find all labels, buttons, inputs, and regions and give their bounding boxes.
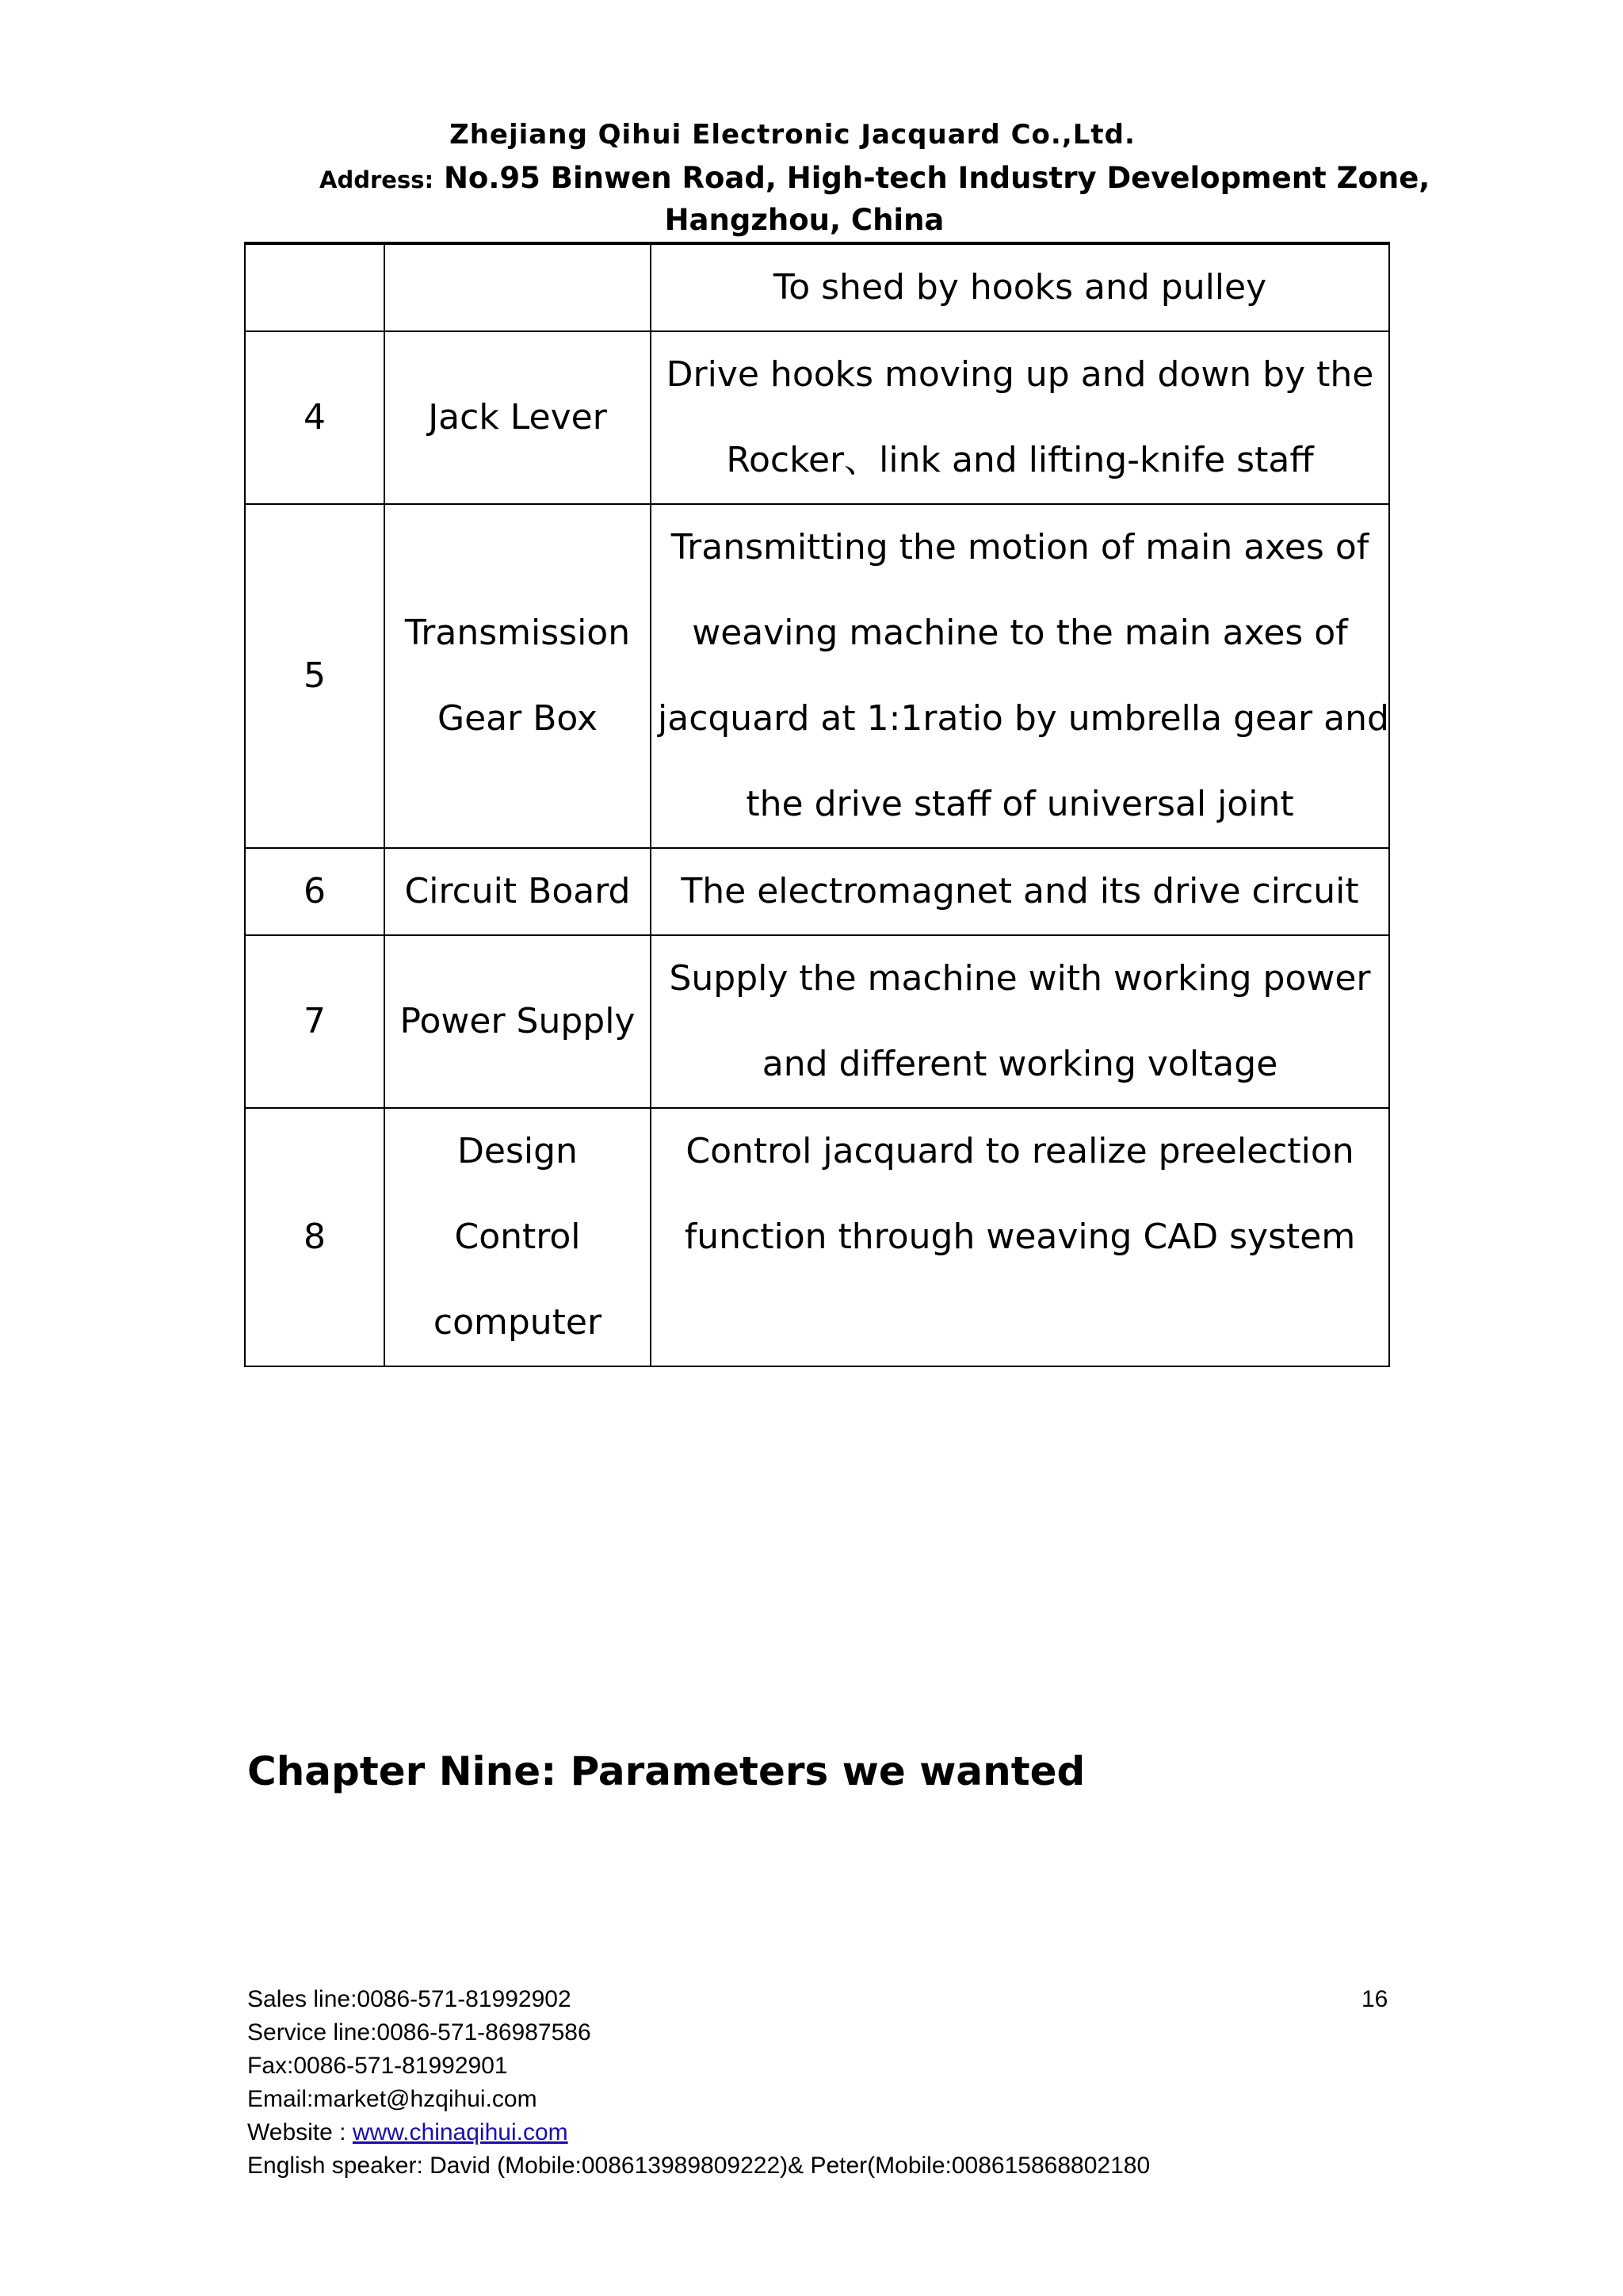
row-number: 8 bbox=[245, 1108, 384, 1366]
website-label: Website : bbox=[247, 2119, 353, 2145]
name-line: Design bbox=[457, 1131, 578, 1171]
address-text: No.95 Binwen Road, High-tech Industry Development Zone, bbox=[443, 161, 1430, 195]
component-name bbox=[384, 1108, 651, 1366]
description-line: jacquard at 1:1ratio by umbrella gear and bbox=[658, 698, 1389, 739]
description-line: To shed by hooks and pulley bbox=[773, 267, 1267, 308]
description-line: Supply the machine with working power bbox=[669, 958, 1371, 999]
description-line: Rocker、link and lifting-knife staff bbox=[726, 440, 1314, 480]
chapter-heading: Chapter Nine: Parameters we wanted bbox=[247, 1748, 1086, 1794]
sales-line: Sales line:0086-571-81992902 bbox=[247, 1986, 571, 2012]
description-line: The electromagnet and its drive circuit bbox=[681, 871, 1359, 911]
components-table bbox=[244, 243, 1390, 1367]
fax-line: Fax:0086-571-81992901 bbox=[247, 2053, 508, 2079]
row-number: 7 bbox=[245, 935, 384, 1108]
company-city: Hangzhou, China bbox=[664, 203, 945, 237]
table-row bbox=[245, 848, 1389, 935]
service-line: Service line:0086-571-86987586 bbox=[247, 2019, 591, 2046]
english-speaker-line: English speaker: David (Mobile:008613989809222)& Peter(Mobile:008615868802180 bbox=[247, 2153, 1151, 2179]
component-description bbox=[651, 848, 1389, 935]
component-description bbox=[651, 1108, 1389, 1366]
name-line: Transmission bbox=[404, 613, 631, 653]
website-link[interactable]: www.chinaqihui.com bbox=[352, 2119, 568, 2145]
description-line: weaving machine to the main axes of bbox=[692, 613, 1348, 653]
description-line: and different working voltage bbox=[762, 1044, 1278, 1084]
description-line: function through weaving CAD system bbox=[684, 1217, 1356, 1257]
page-footer bbox=[247, 1983, 1150, 2183]
component-name bbox=[384, 244, 651, 331]
name-line: computer bbox=[433, 1302, 602, 1343]
component-name bbox=[384, 504, 651, 848]
component-description bbox=[651, 504, 1389, 848]
component-description bbox=[651, 331, 1389, 504]
row-number: 4 bbox=[245, 331, 384, 504]
component-name bbox=[384, 848, 651, 935]
name-line: Power Supply bbox=[399, 1001, 636, 1041]
name-line: Gear Box bbox=[437, 698, 598, 739]
company-name: Zhejiang Qihui Electronic Jacquard Co.,Ltd. bbox=[449, 119, 1136, 151]
description-line: the drive staff of universal joint bbox=[746, 784, 1294, 824]
row-number: 6 bbox=[245, 848, 384, 935]
page-number: 16 bbox=[1361, 1986, 1388, 2012]
address-label: Address: bbox=[319, 166, 434, 193]
website-line bbox=[247, 2116, 1150, 2149]
component-description bbox=[651, 935, 1389, 1108]
name-line: Control bbox=[454, 1217, 581, 1257]
component-name bbox=[384, 935, 651, 1108]
table-row bbox=[245, 935, 1389, 1108]
row-number bbox=[245, 244, 384, 331]
table-row bbox=[245, 504, 1389, 848]
row-number: 5 bbox=[245, 504, 384, 848]
table-row bbox=[245, 244, 1389, 331]
company-address bbox=[319, 161, 1430, 195]
table-row bbox=[245, 331, 1389, 504]
component-name bbox=[384, 331, 651, 504]
component-description bbox=[651, 244, 1389, 331]
description-line: Drive hooks moving up and down by the bbox=[666, 354, 1374, 395]
description-line: Transmitting the motion of main axes of bbox=[670, 527, 1369, 567]
name-line: Jack Lever bbox=[428, 397, 607, 437]
description-line: Control jacquard to realize preelection bbox=[685, 1131, 1354, 1171]
name-line: Circuit Board bbox=[404, 871, 631, 911]
email-line: Email:market@hzqihui.com bbox=[247, 2086, 537, 2112]
table-row bbox=[245, 1108, 1389, 1366]
